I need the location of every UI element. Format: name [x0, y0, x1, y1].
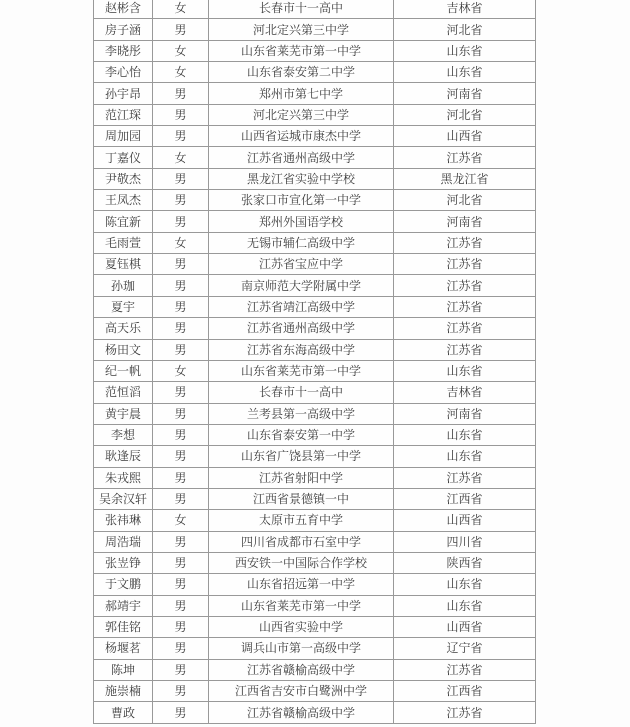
- cell-province: 河南省: [394, 403, 536, 424]
- table-row: [94, 147, 536, 168]
- cell-province: 陕西省: [394, 552, 536, 573]
- table-row: [94, 681, 536, 702]
- cell-name: 毛雨萱: [94, 232, 153, 253]
- cell-gender: 男: [153, 382, 209, 403]
- cell-name: 张祎琳: [94, 510, 153, 531]
- cell-gender: 男: [153, 702, 209, 723]
- table-row: [94, 467, 536, 488]
- cell-gender: 男: [153, 681, 209, 702]
- cell-school: 西安铁一中国际合作学校: [209, 552, 394, 573]
- cell-gender: 女: [153, 510, 209, 531]
- cell-province: 山东省: [394, 40, 536, 61]
- table-row: [94, 446, 536, 467]
- cell-province: 江苏省: [394, 254, 536, 275]
- cell-gender: 男: [153, 168, 209, 189]
- cell-gender: 女: [153, 40, 209, 61]
- table-row: [94, 275, 536, 296]
- table-row: [94, 83, 536, 104]
- cell-gender: 男: [153, 531, 209, 552]
- cell-province: 山东省: [394, 360, 536, 381]
- cell-name: 郭佳铭: [94, 616, 153, 637]
- table-row: [94, 360, 536, 381]
- cell-province: 黑龙江省: [394, 168, 536, 189]
- cell-school: 山西省运城市康杰中学: [209, 126, 394, 147]
- cell-province: 河北省: [394, 190, 536, 211]
- cell-gender: 男: [153, 595, 209, 616]
- table-row: [94, 62, 536, 83]
- cell-name: 杨田文: [94, 339, 153, 360]
- cell-gender: 男: [153, 318, 209, 339]
- cell-name: 施崇楠: [94, 681, 153, 702]
- cell-name: 范江琛: [94, 104, 153, 125]
- cell-province: 江苏省: [394, 467, 536, 488]
- table-row: [94, 659, 536, 680]
- table-row: [94, 382, 536, 403]
- cell-school: 江西省吉安市白鹭洲中学: [209, 681, 394, 702]
- cell-province: 山东省: [394, 446, 536, 467]
- cell-school: 兰考县第一高级中学: [209, 403, 394, 424]
- cell-name: 房子涵: [94, 19, 153, 40]
- table-row: [94, 0, 536, 19]
- cell-name: 陈坤: [94, 659, 153, 680]
- cell-gender: 男: [153, 275, 209, 296]
- cell-province: 河南省: [394, 83, 536, 104]
- cell-gender: 男: [153, 190, 209, 211]
- cell-gender: 男: [153, 638, 209, 659]
- cell-school: 山东省广饶县第一中学: [209, 446, 394, 467]
- table-row: [94, 424, 536, 445]
- cell-name: 尹敬杰: [94, 168, 153, 189]
- cell-province: 辽宁省: [394, 638, 536, 659]
- cell-name: 丁嘉仪: [94, 147, 153, 168]
- cell-school: 太原市五育中学: [209, 510, 394, 531]
- cell-province: 吉林省: [394, 0, 536, 19]
- cell-gender: 女: [153, 0, 209, 19]
- cell-name: 李想: [94, 424, 153, 445]
- cell-province: 山东省: [394, 595, 536, 616]
- cell-name: 朱戎熙: [94, 467, 153, 488]
- cell-gender: 男: [153, 211, 209, 232]
- cell-name: 郝靖宇: [94, 595, 153, 616]
- cell-name: 杨堰茗: [94, 638, 153, 659]
- table-row: [94, 702, 536, 723]
- cell-name: 范恒滔: [94, 382, 153, 403]
- cell-province: 江苏省: [394, 275, 536, 296]
- cell-name: 黄宇晨: [94, 403, 153, 424]
- table-row: [94, 510, 536, 531]
- cell-school: 郑州市第七中学: [209, 83, 394, 104]
- cell-school: 江西省景德镇一中: [209, 488, 394, 509]
- cell-province: 山东省: [394, 62, 536, 83]
- cell-gender: 男: [153, 424, 209, 445]
- table-row: [94, 531, 536, 552]
- cell-school: 山东省泰安第二中学: [209, 62, 394, 83]
- cell-province: 江苏省: [394, 296, 536, 317]
- cell-name: 张岦铮: [94, 552, 153, 573]
- cell-school: 山东省莱芜市第一中学: [209, 360, 394, 381]
- cell-school: 黑龙江省实验中学校: [209, 168, 394, 189]
- cell-province: 河北省: [394, 104, 536, 125]
- cell-gender: 女: [153, 232, 209, 253]
- cell-province: 江西省: [394, 488, 536, 509]
- cell-name: 李晓彤: [94, 40, 153, 61]
- cell-school: 山东省招远第一中学: [209, 574, 394, 595]
- table-row: [94, 254, 536, 275]
- table-row: [94, 552, 536, 573]
- table-row: [94, 403, 536, 424]
- cell-gender: 男: [153, 616, 209, 637]
- cell-name: 孙宇昂: [94, 83, 153, 104]
- cell-school: 江苏省赣榆高级中学: [209, 659, 394, 680]
- cell-school: 江苏省赣榆高级中学: [209, 702, 394, 723]
- cell-school: 山东省莱芜市第一中学: [209, 40, 394, 61]
- cell-gender: 男: [153, 296, 209, 317]
- cell-gender: 男: [153, 104, 209, 125]
- cell-school: 山东省莱芜市第一中学: [209, 595, 394, 616]
- cell-province: 山东省: [394, 574, 536, 595]
- cell-gender: 男: [153, 488, 209, 509]
- table-row: [94, 104, 536, 125]
- cell-province: 江苏省: [394, 147, 536, 168]
- cell-gender: 男: [153, 552, 209, 573]
- cell-school: 江苏省射阳中学: [209, 467, 394, 488]
- cell-name: 陈宜新: [94, 211, 153, 232]
- cell-name: 于文鹏: [94, 574, 153, 595]
- table-row: [94, 318, 536, 339]
- table-row: [94, 40, 536, 61]
- table-row: [94, 232, 536, 253]
- table-row: [94, 574, 536, 595]
- cell-gender: 男: [153, 574, 209, 595]
- cell-gender: 女: [153, 147, 209, 168]
- cell-name: 王凤杰: [94, 190, 153, 211]
- cell-province: 江苏省: [394, 318, 536, 339]
- cell-province: 河南省: [394, 211, 536, 232]
- cell-province: 四川省: [394, 531, 536, 552]
- cell-school: 山西省实验中学: [209, 616, 394, 637]
- table-row: [94, 296, 536, 317]
- cell-province: 吉林省: [394, 382, 536, 403]
- cell-school: 四川省成都市石室中学: [209, 531, 394, 552]
- cell-province: 河北省: [394, 19, 536, 40]
- cell-gender: 男: [153, 446, 209, 467]
- table-row: [94, 488, 536, 509]
- table-row: [94, 638, 536, 659]
- cell-school: 河北定兴第三中学: [209, 19, 394, 40]
- cell-province: 江苏省: [394, 339, 536, 360]
- cell-province: 江苏省: [394, 702, 536, 723]
- table-row: [94, 126, 536, 147]
- cell-name: 纪一帆: [94, 360, 153, 381]
- student-roster-table: [93, 0, 536, 724]
- table-row: [94, 616, 536, 637]
- cell-school: 长春市十一高中: [209, 0, 394, 19]
- cell-gender: 女: [153, 360, 209, 381]
- cell-gender: 男: [153, 467, 209, 488]
- cell-school: 张家口市宣化第一中学: [209, 190, 394, 211]
- cell-school: 江苏省通州高级中学: [209, 318, 394, 339]
- cell-province: 江西省: [394, 681, 536, 702]
- cell-name: 孙珈: [94, 275, 153, 296]
- cell-gender: 男: [153, 126, 209, 147]
- cell-gender: 男: [153, 403, 209, 424]
- cell-name: 周加园: [94, 126, 153, 147]
- cell-school: 调兵山市第一高级中学: [209, 638, 394, 659]
- cell-province: 江苏省: [394, 659, 536, 680]
- cell-name: 赵彬含: [94, 0, 153, 19]
- cell-school: 河北定兴第三中学: [209, 104, 394, 125]
- table-row: [94, 19, 536, 40]
- cell-name: 耿逢辰: [94, 446, 153, 467]
- table-row: [94, 211, 536, 232]
- cell-name: 夏钰棋: [94, 254, 153, 275]
- cell-school: 南京师范大学附属中学: [209, 275, 394, 296]
- cell-school: 无锡市辅仁高级中学: [209, 232, 394, 253]
- cell-province: 山西省: [394, 510, 536, 531]
- table-row: [94, 190, 536, 211]
- cell-name: 高天乐: [94, 318, 153, 339]
- cell-name: 吴余汉轩: [94, 488, 153, 509]
- cell-gender: 男: [153, 19, 209, 40]
- cell-name: 周浩瑞: [94, 531, 153, 552]
- table-row: [94, 168, 536, 189]
- cell-school: 山东省泰安第一中学: [209, 424, 394, 445]
- cell-school: 江苏省宝应中学: [209, 254, 394, 275]
- table-row: [94, 595, 536, 616]
- cell-province: 江苏省: [394, 232, 536, 253]
- cell-name: 曹政: [94, 702, 153, 723]
- cell-school: 江苏省东海高级中学: [209, 339, 394, 360]
- cell-name: 李心怡: [94, 62, 153, 83]
- cell-name: 夏宇: [94, 296, 153, 317]
- cell-school: 郑州外国语学校: [209, 211, 394, 232]
- roster-table-body: [94, 0, 536, 723]
- student-roster-table-container: [93, 0, 536, 724]
- cell-province: 山东省: [394, 424, 536, 445]
- cell-gender: 女: [153, 62, 209, 83]
- cell-gender: 男: [153, 339, 209, 360]
- cell-province: 山西省: [394, 126, 536, 147]
- table-row: [94, 339, 536, 360]
- cell-province: 山西省: [394, 616, 536, 637]
- cell-school: 长春市十一高中: [209, 382, 394, 403]
- cell-gender: 男: [153, 83, 209, 104]
- cell-gender: 男: [153, 659, 209, 680]
- cell-gender: 男: [153, 254, 209, 275]
- cell-school: 江苏省通州高级中学: [209, 147, 394, 168]
- cell-school: 江苏省靖江高级中学: [209, 296, 394, 317]
